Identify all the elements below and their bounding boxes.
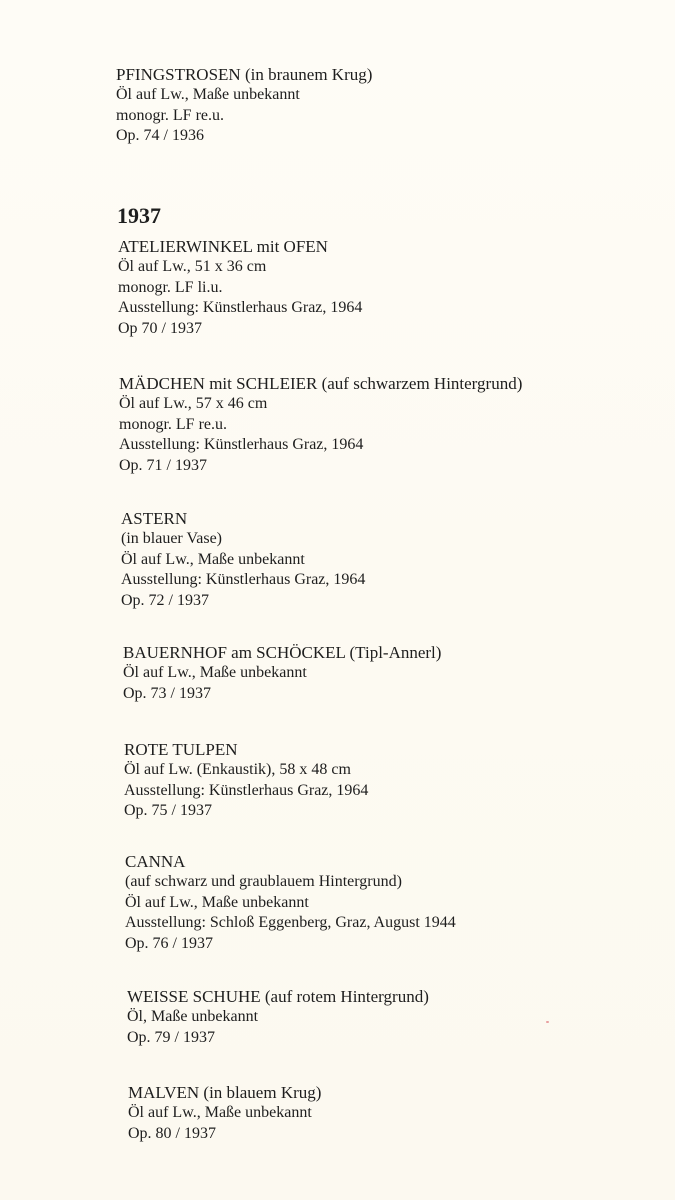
entry-opus: Op. 76 / 1937 [125, 934, 213, 952]
entry-title: MALVEN (in blauem Krug) [128, 1083, 322, 1102]
entry-title: WEISSE SCHUHE (auf rotem Hintergrund) [127, 987, 429, 1006]
entry-medium: Öl auf Lw., 57 x 46 cm [119, 395, 268, 412]
entry-signature: monogr. LF re.u. [116, 106, 224, 124]
catalog-entry-bauernhof [123, 642, 441, 704]
entry-medium: Öl auf Lw., Maße unbekannt [128, 1104, 312, 1121]
entry-medium: Öl auf Lw., Maße unbekannt [116, 86, 300, 103]
catalog-entry-atelierwinkel [118, 236, 362, 339]
entry-medium: Öl auf Lw., Maße unbekannt [121, 550, 305, 568]
entry-opus: Op. 74 / 1936 [116, 127, 204, 144]
entry-title: ASTERN [121, 509, 188, 528]
entry-opus: Op 70 / 1937 [118, 319, 202, 337]
entry-medium: Öl auf Lw., 51 x 36 cm [118, 258, 267, 275]
catalog-entry-pfingstrosen [116, 64, 372, 147]
entry-signature: monogr. LF li.u. [118, 278, 223, 296]
entry-title: BAUERNHOF am SCHÖCKEL (Tipl-Annerl) [123, 643, 442, 662]
catalog-entry-maedchen [119, 373, 522, 476]
paper-speck [546, 1021, 549, 1023]
entry-note: (in blauer Vase) [121, 530, 222, 547]
entry-note: (auf schwarz und graublauem Hintergrund) [125, 873, 402, 890]
entry-opus: Op. 73 / 1937 [123, 684, 211, 702]
catalog-entry-astern [121, 508, 365, 611]
entry-exhibition: Ausstellung: Künstlerhaus Graz, 1964 [124, 781, 369, 799]
entry-title: CANNA [125, 852, 186, 871]
entry-title: ATELIERWINKEL mit OFEN [118, 237, 328, 256]
entry-title: MÄDCHEN mit SCHLEIER (auf schwarzem Hintergrund) [119, 374, 523, 393]
catalog-entry-rote-tulpen [124, 739, 368, 822]
entry-opus: Op. 80 / 1937 [128, 1124, 216, 1142]
entry-title: ROTE TULPEN [124, 740, 238, 759]
entry-exhibition: Ausstellung: Künstlerhaus Graz, 1964 [119, 436, 364, 453]
entry-signature: monogr. LF re.u. [119, 415, 227, 433]
entry-medium: Öl auf Lw., Maße unbekannt [123, 664, 307, 681]
catalog-entry-malven [128, 1082, 321, 1144]
entry-medium: Öl, Maße unbekannt [127, 1008, 259, 1025]
entry-medium: Öl auf Lw., Maße unbekannt [125, 893, 309, 911]
entry-exhibition: Ausstellung: Künstlerhaus Graz, 1964 [121, 571, 366, 588]
year-heading: 1937 [117, 203, 161, 228]
entry-opus: Op. 75 / 1937 [124, 802, 212, 819]
entry-opus: Op. 71 / 1937 [119, 456, 207, 474]
entry-opus: Op. 72 / 1937 [121, 591, 209, 609]
entry-exhibition: Ausstellung: Schloß Eggenberg, Graz, August 1944 [125, 914, 456, 931]
entry-opus: Op. 79 / 1937 [127, 1028, 215, 1046]
entry-exhibition: Ausstellung: Künstlerhaus Graz, 1964 [118, 299, 363, 316]
catalog-entry-weisse-schuhe [127, 986, 429, 1048]
entry-medium: Öl auf Lw. (Enkaustik), 58 x 48 cm [124, 761, 351, 778]
catalog-entry-canna [125, 851, 456, 954]
entry-title: PFINGSTROSEN (in braunem Krug) [116, 65, 373, 84]
